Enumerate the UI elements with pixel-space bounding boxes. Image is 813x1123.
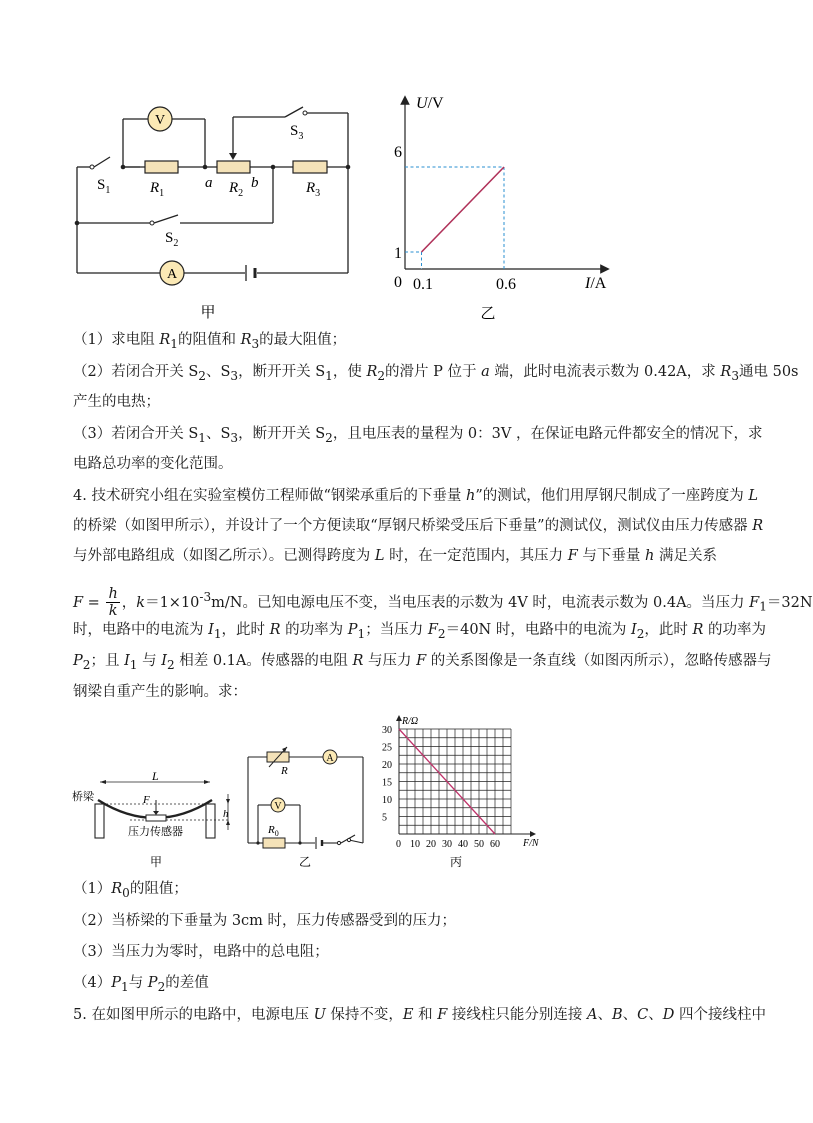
q4-sub1: $(1)R_0$的阻值； [73,881,188,900]
bridge-label: 桥梁 [72,791,94,803]
q4-sub4: $(4)P_1$与 $P_2$的差值 [73,975,209,994]
x-tick-10: 10 [410,839,420,850]
y-tick-15: 15 [382,777,392,789]
ammeter-label: A [166,267,178,282]
right-support [206,804,215,838]
y-axis-label-2: R/Ω [402,716,419,727]
resistor-r3 [293,161,327,173]
x-tick-50: 50 [474,839,484,850]
pressure-sensor [146,815,166,821]
y-ticks-2 [382,725,392,824]
rf-graph-bing [378,712,548,872]
q4-line5: 时，电路中的电流为 $I_1$，此时 R 的功率为 $P_1$；当压力 $F_2=40N$ 时，电路中的电流为 $I_2$，此时 R 的功率为 [73,622,767,641]
x-axis-label-2: F/N [523,838,539,849]
x-tick-40: 40 [458,839,468,850]
s2-label: $S_2$ [165,230,179,249]
resistor-r1 [145,161,178,173]
q4-sub3: （3）当压力为零时，电路中的总电阻； [73,944,329,960]
x-tick-0.1: 0.1 [413,276,433,293]
circuit-R0-label: $R_0$ [268,824,279,838]
s1-label: $S_1$ [97,177,111,196]
x-tick-0: 0 [396,839,401,850]
figure-caption-bridge: 甲 [149,855,163,869]
y-tick-20: 20 [382,760,392,771]
data-line [422,167,505,252]
q4-sub2: （2）当桥梁的下垂量为 3cm 时，压力传感器受到的压力； [73,913,457,929]
bridge-diagram-jia [70,770,245,870]
x-tick-20: 20 [426,839,436,850]
figure-caption-bing: 丙 [449,855,463,869]
x-tick-30: 30 [442,839,452,850]
x-axis-label: I/A [585,275,607,292]
r2-label: $R_2$ [229,180,244,199]
q3-part3-line1: （3）若闭合开关 $S_1$、$S_3$，断开开关 $S_2$，且电压表的量程为 0：3V ，在保证电路元件都安全的情况下，求 [73,426,763,445]
y-tick-5: 5 [382,812,387,824]
slider-arrow-icon [229,153,237,160]
r3-label: $R_3$ [306,180,321,199]
x-tick-60: 60 [490,839,500,850]
circuit-diagram-jia [60,95,370,325]
figure-caption-yi: 乙 [480,306,496,322]
y-tick-25: 25 [382,742,392,754]
q4-line6: $P_2$；且 $I_1$ 与 $I_2$ 相差 0.1A。传感器的电阻 R 与压力 F 的关系图像是一条直线（如图丙所示），忽略传感器与 [73,653,772,672]
circuit-R-label: R [281,765,288,777]
span-label-L: L [152,769,159,783]
resistor-r0 [263,838,285,848]
q4-line4: F = $\frac{h}{k}$ ，$k=1\times 10^{-3}m/N$。已知电源电压不变，当电压表的示数为 4V 时，电流表示数为 0.4A。当压力 $F_1=32N$ [73,586,813,620]
q4-line3: 与外部电路组成（如图乙所示）。已测得跨度为 L 时，在一定范围内，其压力 F 与下垂量 h 满足关系 [73,548,717,564]
force-label-F: F [143,794,150,806]
q3-part1: （1）求电阻 $R_1$的阻值和 $R_3$的最大阻值； [73,332,347,351]
x-tick-0.6: 0.6 [496,276,516,293]
y-tick-10: 10 [382,795,392,806]
q5-line1: 5. 在如图甲所示的电路中，电源电压 U 保持不变，E 和 F 接线柱只能分别连接 A、B、C、D 四个接线柱中 [73,1007,766,1023]
r1-label: $R_1$ [150,180,165,199]
q4-line1: 4. 技术研究小组在实验室模仿工程师做“钢梁承重后的下垂量 h”的测试，他们用厚钢尺制成了一座跨度为 L [73,488,758,504]
point-a-label: a [205,175,213,191]
voltmeter-label-2: V [274,801,282,812]
ui-graph-yi [380,92,620,327]
origin-label: 0 [394,274,402,291]
y-tick-1: 1 [394,245,402,262]
y-axis-label: U/V [416,95,444,112]
graph-grid [399,729,511,834]
point-b-label: b [251,175,259,191]
q4-line2: 的桥梁（如图甲所示），并设计了一个方便读取“厚钢尺桥梁受压后下垂量”的测试仪，测试仪由压力传感器 R [73,518,764,534]
fraction-h-over-k: $\frac{h}{k}$ [108,586,118,620]
y-tick-30: 30 [382,725,392,736]
q3-part3-line2: 电路总功率的变化范围。 [73,456,233,472]
figure-caption-circuit: 乙 [298,855,312,869]
figure-caption-jia: 甲 [200,305,216,321]
q4-line7: 钢梁自重产生的影响。求： [73,684,247,700]
sensor-label: 压力传感器 [128,826,183,838]
y-tick-6: 6 [394,144,402,161]
sag-label-h: h [223,808,229,820]
q3-part2-line2: 产生的电热； [73,394,160,410]
left-support [95,804,104,838]
s3-label: $S_3$ [290,123,304,142]
force-arrow-icon [153,811,159,815]
ammeter-label-2: A [326,753,334,764]
circuit-diagram-yi [245,745,370,870]
x-ticks-2 [396,839,500,850]
resistor-r2 [217,161,250,173]
voltmeter-label: V [154,113,166,128]
q3-part2-line1: （2）若闭合开关 $S_2$、$S_3$，断开开关 $S_1$，使 $R_2$的滑片 P 位于 a 端，此时电流表示数为 0.42A，求 $R_3$通电 50s [73,364,799,383]
